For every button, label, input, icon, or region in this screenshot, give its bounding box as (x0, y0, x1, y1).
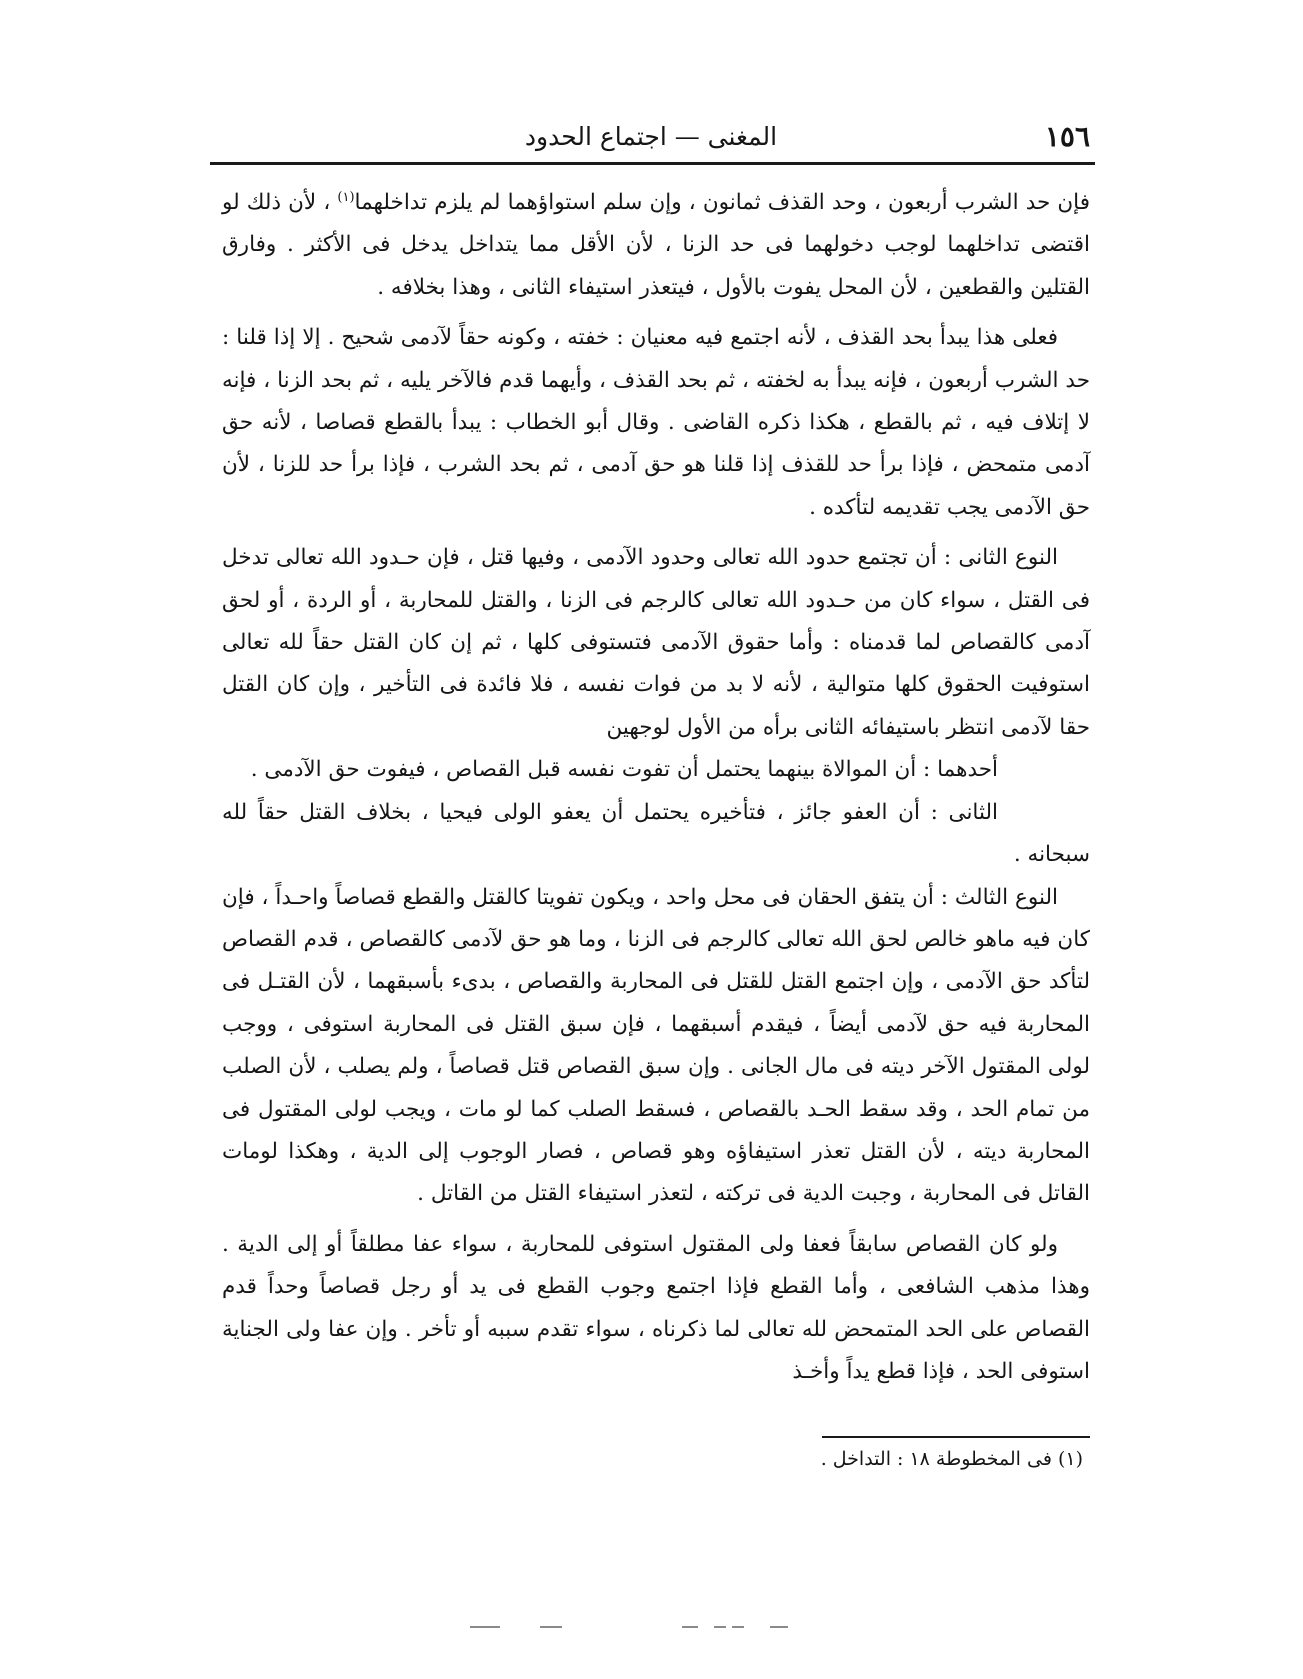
paragraph-1-text-b: ، لأن ذلك لو اقتضى تداخلهما لوجب دخولهما فى حد الزنا ، لأن الأقل مما يتداخل يدخل فى الأكثر . وفارق القتلين والقطعين ، لأن المحل يفوت بالأول ، فيتعذر استيفاء الثانى ، وهذا بخلافه . (222, 190, 1090, 300)
paragraph-3: النوع الثانى : أن تجتمع حدود الله تعالى وحدود الآدمى ، وفيها قتل ، فإن حـدود الله تعالى تدخل فى القتل ، سواء كان من حـدود الله تعالى كالرجم فى الزنا ، والقتل للمحاربة ، أو الردة ، أو لحق آدمى كالقصاص لما قدمناه : وأما حقوق الآدمى فتستوفى كلها ، ثم إن كان القتل حقاً لله تعالى استوفيت الحقوق كلها متوالية ، لأنه لا بد من فوات نفسه ، فلا فائدة فى التأخير ، وإن كان القتل حقا لآدمى انتظر باستيفائه الثانى برأه من الأول لوجهين (222, 545, 1090, 740)
footnote-marker: (١) (337, 189, 355, 205)
paragraph-5: الثانى : أن العفو جائز ، فتأخيره يحتمل أن يعفو الولى فيحيا ، بخلاف القتل حقاً لله سبحانه . (222, 799, 1090, 868)
paragraph-2: فعلى هذا يبدأ بحد القذف ، لأنه اجتمع فيه معنيان : خفته ، وكونه حقاً لآدمى شحيح . إلا إذا قلنا : حد الشرب أربعون ، فإنه يبدأ به لخفته ، ثم بحد القذف ، وأيهما قدم فالآخر يليه ، ثم بحد الزنا ، فإنه لا إتلاف فيه ، ثم بالقطع ، هكذا ذكره القاضى . وقال أبو الخطاب : يبدأ بالقطع قصاصا ، لأنه حق آدمى متمحض ، فإذا برأ حد للقذف إذا قلنا هو حق آدمى ، ثم بحد الشرب ، فإذا برأ حد للزنا ، لأن حق الآدمى يجب تقديمه لتأكده . (222, 325, 1090, 520)
page-header (212, 112, 1090, 162)
scan-artifact-marks (470, 1626, 810, 1630)
running-title: المغنى — اجتماع الحدود (524, 122, 778, 151)
main-text (222, 182, 1090, 1393)
header-rule (210, 162, 1095, 165)
paragraph-1 (222, 182, 1090, 309)
paragraph-6: النوع الثالث : أن يتفق الحقان فى محل واحد ، ويكون تفويتا كالقتل والقطع قصاصاً واحـداً ، فإن كان فيه ماهو خالص لحق الله تعالى كالرجم فى الزنا ، وما هو حق لآدمى كالقصاص ، قدم القصاص لتأكد حق الآدمى ، وإن اجتمع القتل للقتل فى المحاربة والقصاص ، بدىء بأسبقهما ، لأن القتـل فى المحاربة فيه حق لآدمى أيضاً ، فيقدم أسبقهما ، فإن سبق القتل فى المحاربة استوفى ، ووجب لولى المقتول الآخر ديته فى مال الجانى . وإن سبق القصاص قتل قصاصاً ، ولم يصلب ، لأن الصلب من تمام الحد ، وقد سقط الحـد بالقصاص ، فسقط الصلب كما لو مات ، ويجب لولى المقتول فى المحاربة ديته ، لأن القتل تعذر استيفاؤه وهو قصاص ، فصار الوجوب إلى الدية ، وهكذا لومات القاتل فى المحاربة ، وجبت الدية فى تركته ، لتعذر استيفاء القتل من القاتل . (222, 884, 1090, 1207)
footnote: (١) فى المخطوطة ١٨ : التداخل . (820, 1448, 1083, 1470)
paragraph-4: أحدهما : أن الموالاة بينهما يحتمل أن تفوت نفسه قبل القصاص ، فيفوت حق الآدمى . (250, 757, 998, 783)
paragraph-1-text-a: فإن حد الشرب أربعون ، وحد القذف ثمانون ، وإن سلم استواؤهما لم يلزم تداخلهما (354, 190, 1091, 215)
footnote-rule (822, 1436, 1090, 1438)
page-number: ١٥٦ (1044, 120, 1090, 153)
paragraph-7: ولو كان القصاص سابقاً فعفا ولى المقتول استوفى للمحاربة ، سواء عفا مطلقاً أو إلى الدية . وهذا مذهب الشافعى ، وأما القطع فإذا اجتمع وجوب القطع فى يد أو رجل قصاصاً وحداً قدم القصاص على الحد المتمحض لله تعالى لما ذكرناه ، سواء تقدم سببه أو تأخر . وإن عفا ولى الجناية استوفى الحد ، فإذا قطع يداً وأخـذ (222, 1231, 1090, 1384)
